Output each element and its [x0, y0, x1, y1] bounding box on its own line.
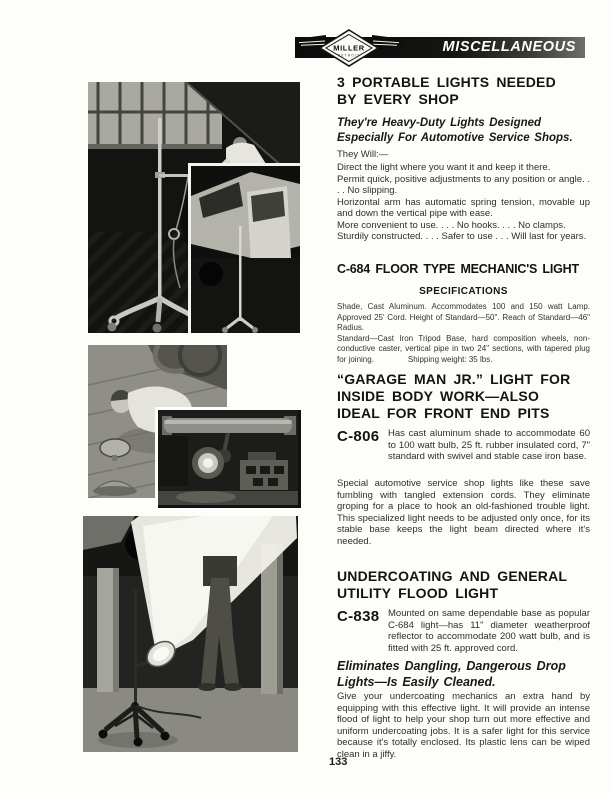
c684-specs-title: SPECIFICATIONS [419, 286, 508, 297]
photo-garage-man-inset [155, 407, 301, 508]
c684-spec-line1: Shade, Cast Aluminum. Accommodates 100 and 150 watt Lamp. Approved 25' Cord. Height of Standard—50". Reach of Standard—46" Radius. [337, 302, 590, 332]
c838-model-row [337, 608, 590, 654]
c806-heading-line1: “GARAGE MAN JR.” LIGHT FOR [337, 371, 571, 387]
c838-subheading-line1: Eliminates Dangling, Dangerous Drop [337, 659, 566, 673]
intro-heading [337, 74, 590, 108]
section-title: MISCELLANEOUS [442, 39, 576, 55]
intro-point: Permit quick, positive adjustments to any position or angle. . . . No slipping. [337, 173, 590, 196]
miller-logo-icon [293, 29, 405, 69]
c806-heading-line3: IDEAL FOR FRONT END PITS [337, 405, 550, 421]
c838-subheading [337, 659, 590, 690]
c838-heading-line2: UTILITY FLOOD LIGHT [337, 585, 499, 601]
intro-point: Horizontal arm has automatic spring tension, movable up and down the vertical pipe with ease. [337, 196, 590, 219]
photo-floor-light-inset [188, 163, 300, 333]
c838-heading-line1: UNDERCOATING AND GENERAL [337, 568, 568, 584]
intro-lead-in: They Will:— [337, 149, 389, 160]
c806-description: Has cast aluminum shade to accommodate 60 to 100 watt bulb, 25 ft. rubber insulated cord, 7" standard with swivel and stable case iron base. [388, 428, 590, 462]
c684-specs [337, 302, 590, 365]
intro-points [337, 162, 590, 243]
c684-spec-line2-text: Standard—Cast Iron Tripod Base, hard composition wheels, non-conductive caster, vertical pipe in two 24" sections, with tapered plug for joining. [337, 333, 590, 364]
c806-heading-line2: INSIDE BODY WORK—ALSO [337, 388, 540, 404]
c806-model-number: C-806 [337, 428, 380, 445]
intro-subheading-line2: Especially For Automotive Service Shops. [337, 131, 573, 144]
intro-heading-line2: BY EVERY SHOP [337, 91, 459, 107]
miller-diamond-badge [320, 30, 378, 66]
brand-city: DETROIT [337, 53, 361, 58]
c838-model-number: C-838 [337, 608, 380, 625]
intro-subheading-line1: They're Heavy-Duty Lights Designed [337, 117, 542, 129]
c806-heading [337, 371, 590, 422]
c838-subheading-line2: Lights—Is Easily Cleaned. [337, 674, 496, 689]
c806-model-row [337, 428, 590, 463]
c806-paragraph: Special automotive service shop lights like these save fumbling with tangled extension cords. They eliminate groping for a place to hook an old-fashioned trouble light. This specialized light needs to be adjusted only once, for its stable base keeps the light beam directed where it's needed. [337, 478, 590, 547]
intro-point: Sturdily constructed. . . . Safer to use . . . Will last for years. [337, 231, 587, 242]
c838-heading [337, 568, 590, 602]
intro-heading-line1: 3 PORTABLE LIGHTS NEEDED [337, 74, 556, 90]
c684-spec-line2 [337, 334, 590, 366]
page-number: 133 [329, 756, 348, 768]
intro-subheading [337, 116, 590, 145]
intro-point: More convenient to use. . . . No hooks. . . . No clamps. [337, 219, 566, 231]
intro-point: Direct the light where you want it and keep it there. [337, 162, 551, 173]
c684-shipping-weight: Shipping weight: 35 lbs. [407, 354, 493, 364]
photo-flood-light [83, 516, 298, 752]
photo-floor-light [88, 82, 300, 333]
c838-paragraph: Give your undercoating mechanics an extra hand by equipping with this effective light. It will provide an intense flood of light to help your shop turn out more effective and uniform undercoating jobs. It is a safer light for this service because it's totally enclosed. Its plastic lens can be wiped clean in a jiffy. [337, 691, 590, 760]
brand-name: MILLER [333, 43, 365, 53]
c838-description: Mounted on same dependable base as popular C-684 light—has 11" diameter weatherproof reflector to accommodate 200 watt bulb, and is fitted with 25 ft. approved cord. [388, 608, 590, 654]
c684-heading: C-684 FLOOR TYPE MECHANIC'S LIGHT [337, 262, 579, 276]
